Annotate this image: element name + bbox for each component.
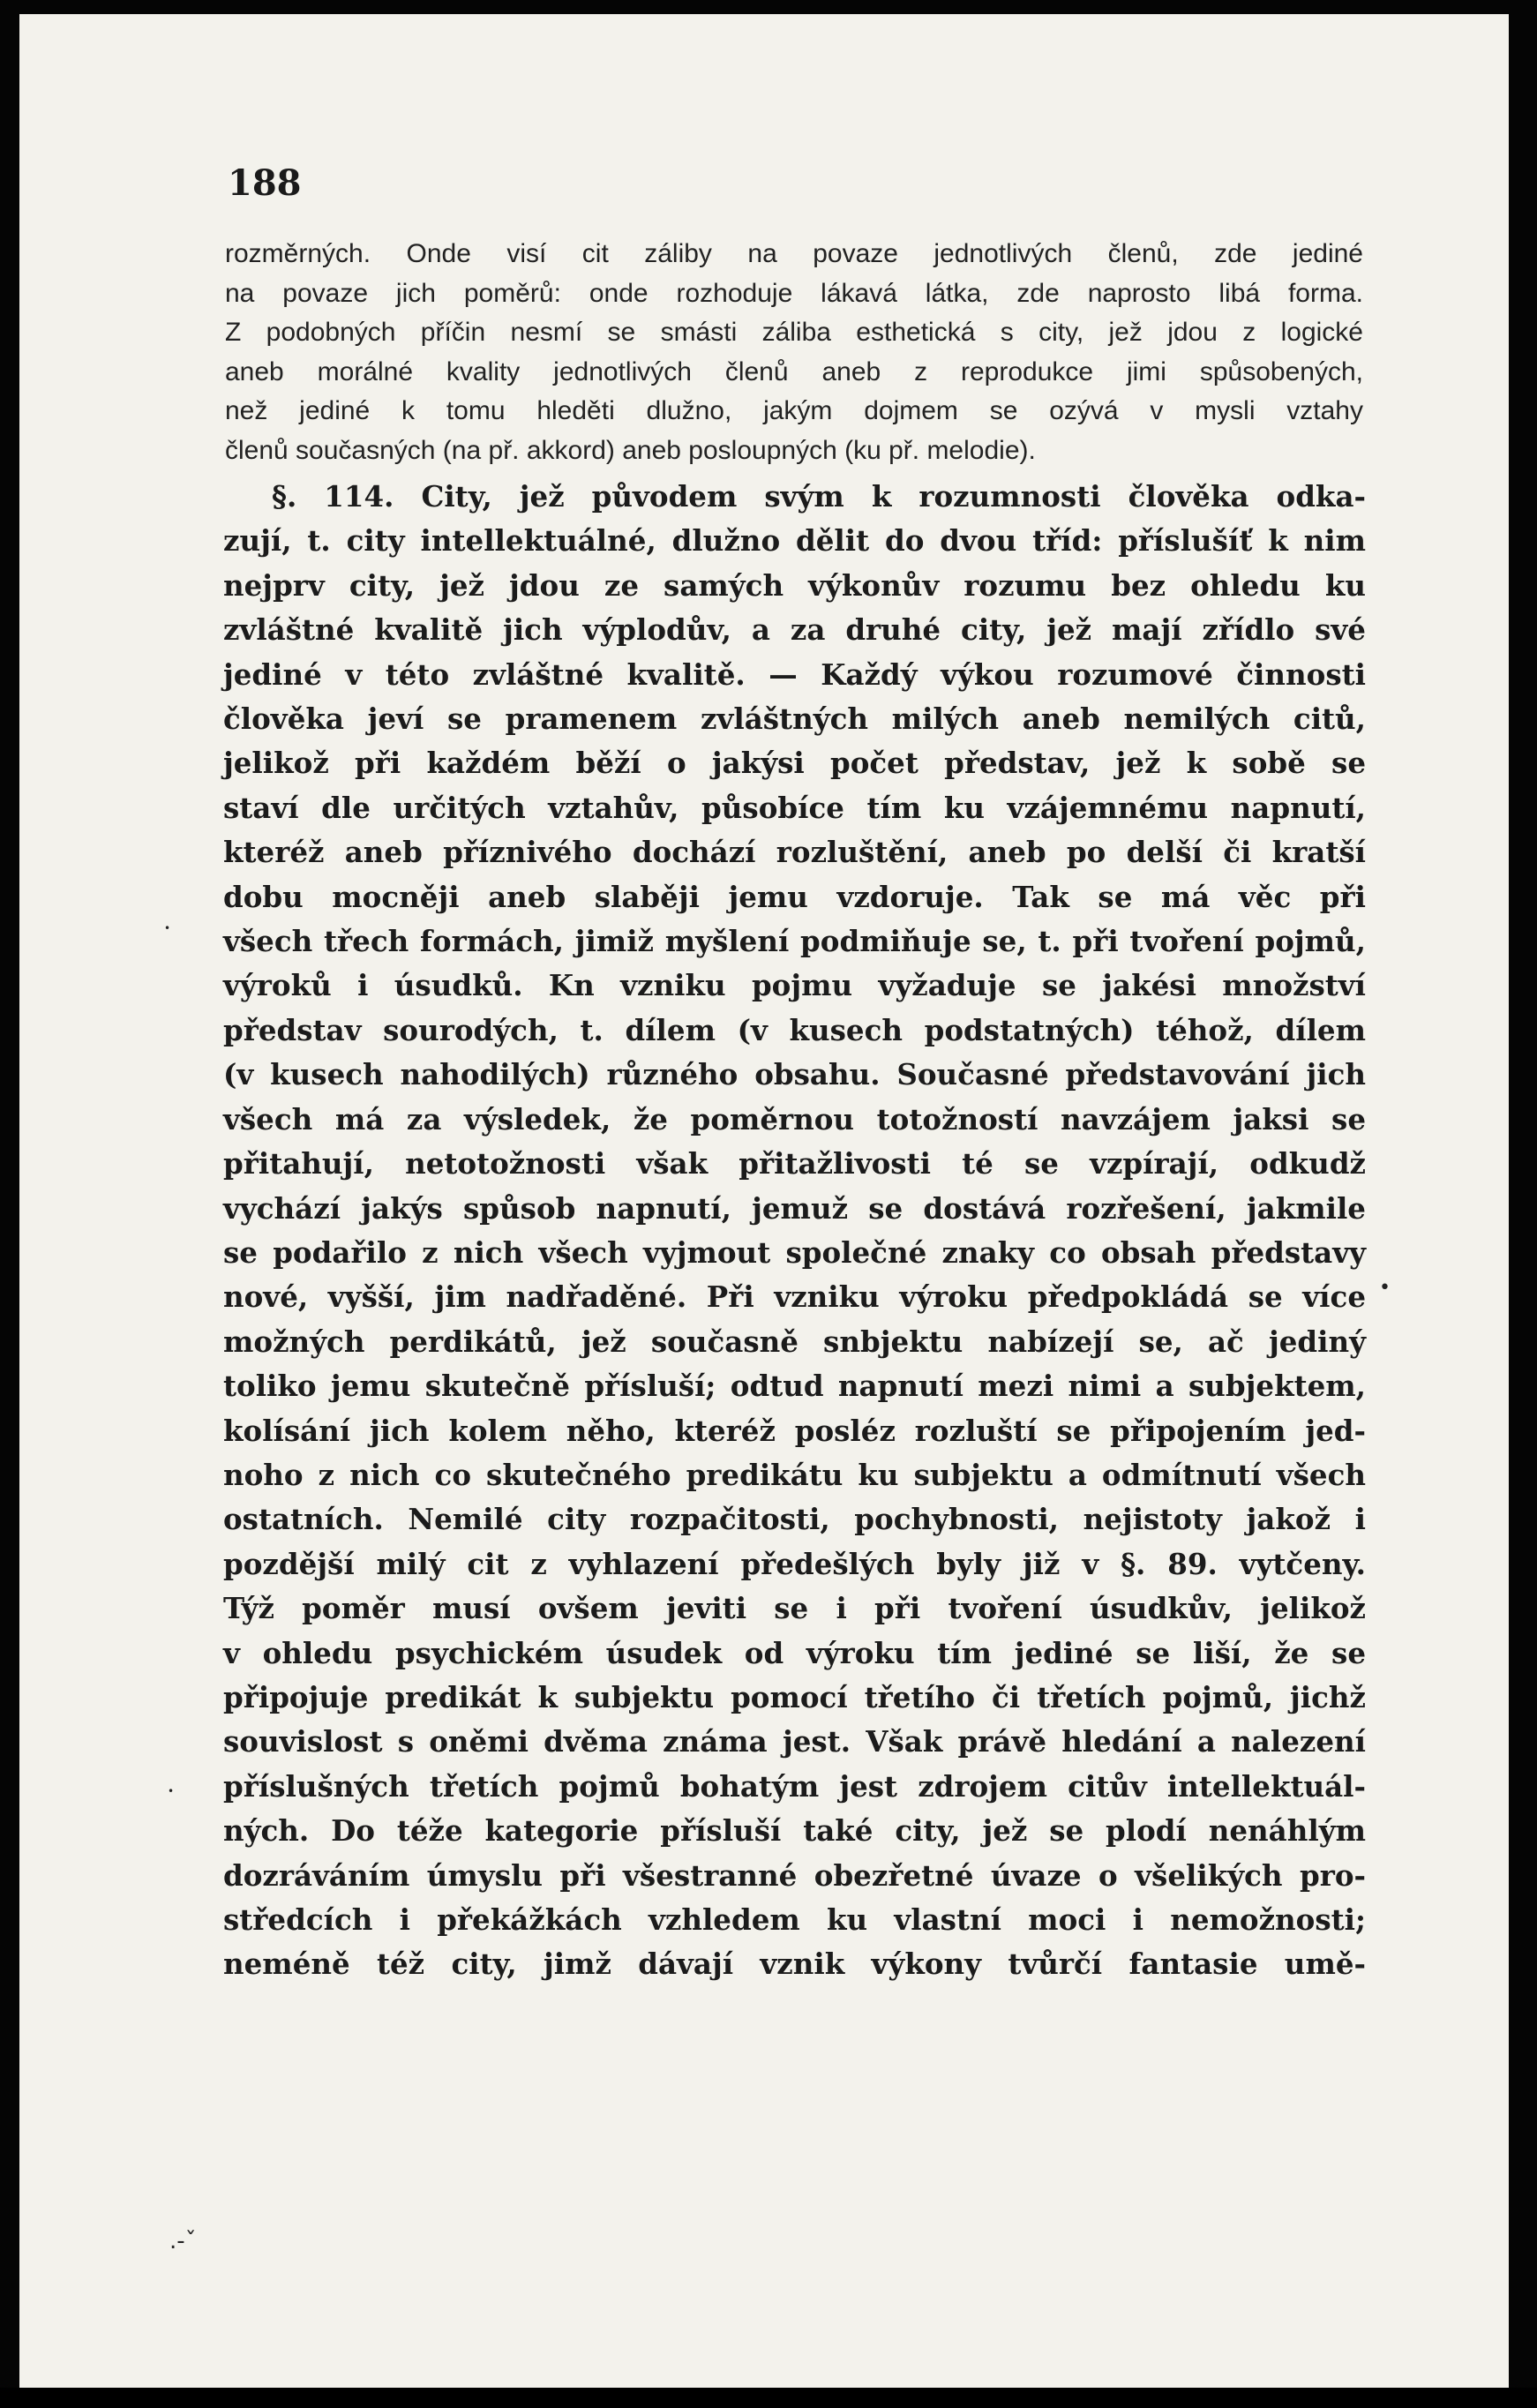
text-line: nové, vyšší, jim nadřaděné. Při vzniku výroku předpokládá se více [223, 1279, 1366, 1315]
text-line: členů současných (na př. akkord) aneb posloupných (ku př. melodie). [225, 435, 1036, 465]
text-line: kteréž aneb příznivého dochází rozluštění, aneb po delší či kratší [223, 835, 1366, 870]
text-line: zvláštné kvalitě jich výplodův, a za druhé city, jež mají zřídlo své [223, 612, 1366, 648]
text-line: přitahují, netotožnosti však přitažlivosti té se vzpírají, odkudž [223, 1146, 1366, 1181]
section-heading-line: §. 114. City, jež původem svým k rozumnosti člověka odka- [272, 479, 1366, 514]
scan-border-bottom [0, 2388, 1537, 2408]
text-line: Z podobných příčin nesmí se smásti záliba esthetická s city, jež jdou z logické [225, 318, 1363, 347]
text-line: jediné v této zvláštné kvalitě. — Každý výkou rozumové činnosti [223, 656, 1366, 692]
text-line: člověka jeví se pramenem zvláštných milých aneb nemilých citů, [223, 701, 1366, 737]
text-line: zují, t. city intellektuálné, dlužno dělit do dvou tříd: příslušíť k nim [223, 523, 1366, 559]
text-line: všech má za výsledek, že poměrnou totožností navzájem jaksi se [223, 1101, 1366, 1136]
text-line: nejprv city, jež jdou ze samých výkonův rozumu bez ohledu ku [223, 567, 1366, 603]
margin-scratch-mark: .-ˇ [169, 2228, 197, 2254]
text-line: ných. Do téže kategorie přísluší také city, jež se plodí nenáhlým [223, 1813, 1366, 1849]
text-line: Týž poměr musí ovšem jeviti se i při tvoření úsudkův, jelikož [223, 1591, 1366, 1626]
text-line: (v kusech nahodilých) různého obsahu. Současné představování jich [223, 1057, 1366, 1092]
text-line: se podařilo z nich všech vyjmout společné znaky co obsah představy [223, 1234, 1366, 1270]
text-line: noho z nich co skutečného predikátu ku subjektu a odmítnutí všech [223, 1457, 1366, 1492]
text-line: neméně též city, jimž dávají vznik výkony tvůrčí fantasie umě- [223, 1947, 1366, 1982]
page-number: 188 [228, 162, 302, 204]
margin-dot-mark: • [1379, 1277, 1391, 1299]
text-line: staví dle určitých vztahův, působíce tím ku vzájemnému napnutí, [223, 790, 1366, 825]
small-print-paragraph [225, 235, 1363, 470]
text-line: výroků i úsudků. Kn vzniku pojmu vyžaduje se jakési množství [223, 968, 1366, 1003]
text-line: aneb morálné kvality jednotlivých členů aneb z reprodukce jimi spůsobených, [225, 356, 1363, 386]
text-line: připojuje predikát k subjektu pomocí třetího či třetích pojmů, jichž [223, 1679, 1366, 1714]
text-line: všech třech formách, jimiž myšlení podmiňuje se, t. při tvoření pojmů, [223, 924, 1366, 959]
text-line: možných perdikátů, jež současně snbjektu nabízejí se, ač jediný [223, 1324, 1366, 1359]
text-line: pozdější milý cit z vyhlazení předešlých byly již v §. 89. vytčeny. [223, 1546, 1366, 1581]
text-line: středcích i překážkách vzhledem ku vlastní moci i nemožnosti; [223, 1902, 1366, 1937]
text-line: vychází jakýs spůsob napnutí, jemuž se dostává rozřešení, jakmile [223, 1190, 1366, 1226]
text-line: toliko jemu skutečně přísluší; odtud napnutí mezi nimi a subjektem, [223, 1369, 1366, 1404]
margin-dot-mark: • [164, 922, 171, 934]
text-line: dobu mocněji aneb slaběji jemu vzdoruje. Tak se má věc při [223, 879, 1366, 914]
text-line: souvislost s oněmi dvěma známa jest. Však právě hledání a nalezení [223, 1724, 1366, 1759]
text-line: dozráváním úmyslu při všestranné obezřetné úvaze o všelikých pro- [223, 1857, 1366, 1893]
text-line: než jediné k tomu hleděti dlužno, jakým dojmem se ozývá v mysli vztahy [225, 396, 1363, 425]
text-line: kolísání jich kolem něho, kteréž posléz rozluští se připojením jed- [223, 1413, 1366, 1448]
text-line: jelikož při každém běží o jakýsi počet představ, jež k sobě se [223, 746, 1366, 781]
text-line: příslušných třetích pojmů bohatým jest zdrojem citův intellektuál- [223, 1768, 1366, 1804]
text-line: ostatních. Nemilé city rozpačitosti, pochybnosti, nejistoty jakož i [223, 1502, 1366, 1537]
text-line: představ sourodých, t. dílem (v kusech podstatných) téhož, dílem [223, 1012, 1366, 1047]
margin-dot-mark: • [168, 1785, 175, 1797]
text-line: na povaze jich poměrů: onde rozhoduje lákavá látka, zde naprosto libá forma. [225, 278, 1363, 308]
text-line: v ohledu psychickém úsudek od výroku tím jediné se liší, že se [223, 1635, 1366, 1670]
section-114-paragraph [223, 475, 1366, 1987]
text-line: rozměrných. Onde visí cit záliby na povaze jednotlivých členů, zde jediné [225, 239, 1363, 268]
